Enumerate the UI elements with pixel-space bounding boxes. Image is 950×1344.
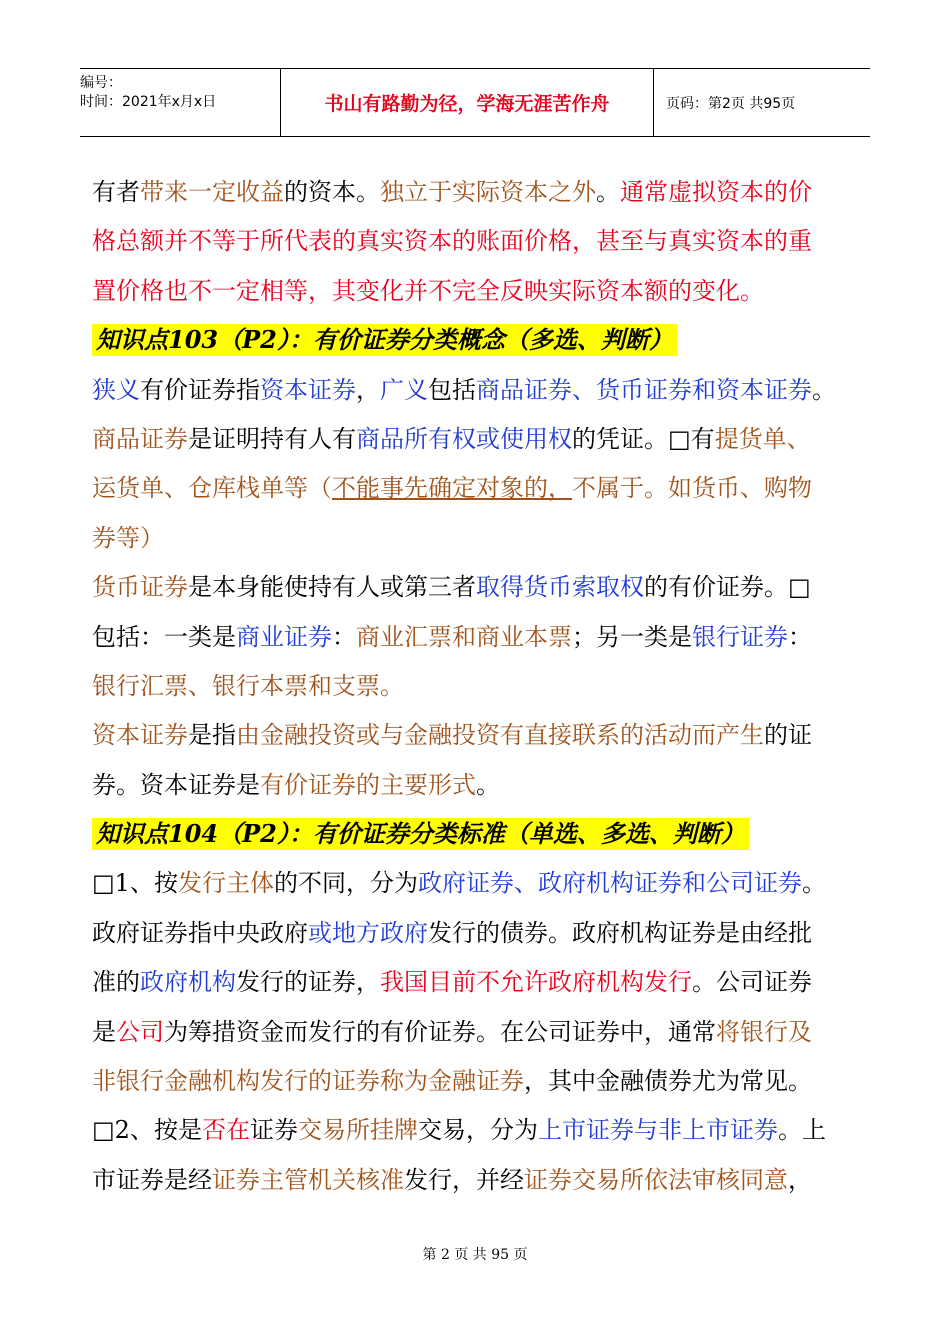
text-span: 运货单、仓库栈单等（ <box>92 474 332 503</box>
text-span: 由金融投资或与金融投资有直接联系的活动而产生 <box>236 721 764 750</box>
text-span: 的凭证。□有 <box>572 424 715 453</box>
document-body <box>92 168 872 1205</box>
kp-104-label: 知识点104（P2）：有价证券分类标准（单选、多选、判断） <box>92 818 749 850</box>
number-label: 编号： <box>80 75 122 91</box>
text-span: 。 <box>596 178 620 206</box>
text-span: ： <box>332 622 356 651</box>
text-span: 的不同，分为 <box>273 869 418 898</box>
text-line: 券等） <box>92 523 164 552</box>
text-span: 银行证券 <box>692 622 788 651</box>
text-line: 置价格也不一定相等，其变化并不完全反映实际资本额的变化。 <box>92 276 764 305</box>
text-span: 。 <box>801 869 826 898</box>
text-line: 格总额并不等于所代表的真实资本的账面价格，甚至与真实资本的重 <box>92 227 812 256</box>
text-line <box>92 1057 872 1106</box>
page-footer: 第 2 页 共 95 页 <box>422 1247 528 1263</box>
text-span: 货币证券 <box>92 573 188 602</box>
text-span: 政府机构 <box>140 968 236 997</box>
text-span: □2、按是 <box>92 1116 202 1145</box>
text-span: 是本身能使持有人或第三者 <box>188 573 476 602</box>
text-span: 。公司证券 <box>692 968 812 997</box>
text-span: 商品证券 <box>92 424 188 453</box>
header-motto: 书山有路勤为径，学海无涯苦作舟 <box>280 69 654 136</box>
text-span: 带来一定收益 <box>140 178 284 206</box>
text-span: 将银行及 <box>716 1017 812 1046</box>
text-span: 证券主管机关核准 <box>212 1165 404 1194</box>
text-line <box>92 168 872 217</box>
text-span: 不能事先确定对象的， <box>332 474 572 503</box>
text-span: ，其中金融债券尤为常见。 <box>524 1067 812 1096</box>
text-span: 商业汇票和商业本票 <box>356 622 572 651</box>
text-span: 的资本。 <box>284 178 380 206</box>
kp-103-label: 知识点103（P2）：有价证券分类概念（多选、判断） <box>92 324 677 356</box>
text-span: 是指 <box>188 721 236 750</box>
text-span: 。 <box>812 375 836 404</box>
text-span: 发行主体 <box>177 869 274 898</box>
text-span: 发行，并经 <box>404 1165 524 1194</box>
text-span: 商品证券、货币证券和资本证券 <box>476 375 812 404</box>
text-span: 商品所有权或使用权 <box>356 424 572 453</box>
text-span: □1、按 <box>92 869 178 898</box>
text-span: 准的 <box>92 968 140 997</box>
text-span: 包括 <box>428 375 476 404</box>
text-line <box>92 1156 872 1205</box>
text-span: 。上 <box>777 1116 826 1145</box>
page-header <box>80 68 870 137</box>
text-span: 否在 <box>201 1116 250 1145</box>
text-span: 通常虚拟资本的价 <box>620 178 812 206</box>
text-span: 独立于实际资本之外 <box>380 178 596 206</box>
text-line: 银行汇票、银行本票和支票。 <box>92 671 404 700</box>
text-span: 。 <box>476 770 500 799</box>
text-span: 发行的债券。政府机构证券是由经批 <box>428 918 812 947</box>
text-line <box>92 563 872 612</box>
text-span: 商业证券 <box>236 622 332 651</box>
text-span: 的有价证券。□ <box>644 573 811 602</box>
text-line <box>92 761 872 810</box>
text-span: ， <box>788 1165 812 1194</box>
text-span: 我国目前不允许政府机构发行 <box>380 968 692 997</box>
text-span: 发行的证券， <box>236 968 380 997</box>
text-line <box>92 464 872 513</box>
text-span: 证券交易所依法审核同意 <box>524 1165 788 1194</box>
text-span: 不属于。如货币、购物 <box>572 474 812 503</box>
text-span: 有价证券指 <box>140 375 260 404</box>
text-span: 狭义 <box>92 375 140 404</box>
text-line <box>92 711 872 760</box>
text-span: 或地方政府 <box>308 918 428 947</box>
text-span: 政府证券指中央政府 <box>92 918 308 947</box>
text-line <box>92 366 872 415</box>
text-line <box>92 1106 872 1155</box>
text-span: 有价证券的主要形式 <box>260 770 476 799</box>
text-span: 为筹措资金而发行的有价证券。在公司证券中，通常 <box>164 1017 716 1046</box>
text-span: ， <box>356 375 380 404</box>
knowledge-point-heading <box>92 810 872 859</box>
text-span: 非银行金融机构发行的证券称为金融证券 <box>92 1067 524 1096</box>
text-span: 是 <box>92 1017 116 1046</box>
text-span: 资本证券 <box>92 721 188 750</box>
text-span: 公司 <box>116 1017 164 1046</box>
text-span: ；另一类是 <box>572 622 692 651</box>
text-line <box>92 958 872 1007</box>
text-span: 交易所挂牌 <box>297 1116 418 1145</box>
text-line <box>92 1008 872 1057</box>
text-line <box>92 415 872 464</box>
text-span: 广义 <box>380 375 428 404</box>
knowledge-point-heading <box>92 316 872 365</box>
text-span: 是证明持有人有 <box>188 424 356 453</box>
text-span: 资本证券 <box>260 375 356 404</box>
header-meta <box>80 69 280 136</box>
text-span: 券。资本证券是 <box>92 770 260 799</box>
text-span: 有者 <box>92 178 140 206</box>
text-span: 包括：一类是 <box>92 622 236 651</box>
text-span: 证券 <box>249 1116 298 1145</box>
text-line <box>92 909 872 958</box>
header-page-info: 页码：第2页 共95页 <box>666 95 796 112</box>
text-span: 交易，分为 <box>417 1116 538 1145</box>
text-line <box>92 859 872 908</box>
text-span: 上市证券与非上市证券 <box>537 1116 778 1145</box>
text-span: 取得货币索取权 <box>476 573 644 602</box>
text-line <box>92 613 872 662</box>
text-span: 政府证券、政府机构证券和公司证券 <box>417 869 802 898</box>
text-span: 的证 <box>764 721 812 750</box>
text-span: 提货单、 <box>714 424 811 453</box>
text-span: 市证券是经 <box>92 1165 212 1194</box>
time-label: 时间：2021年x月x日 <box>80 94 217 110</box>
text-span: ： <box>788 622 812 651</box>
